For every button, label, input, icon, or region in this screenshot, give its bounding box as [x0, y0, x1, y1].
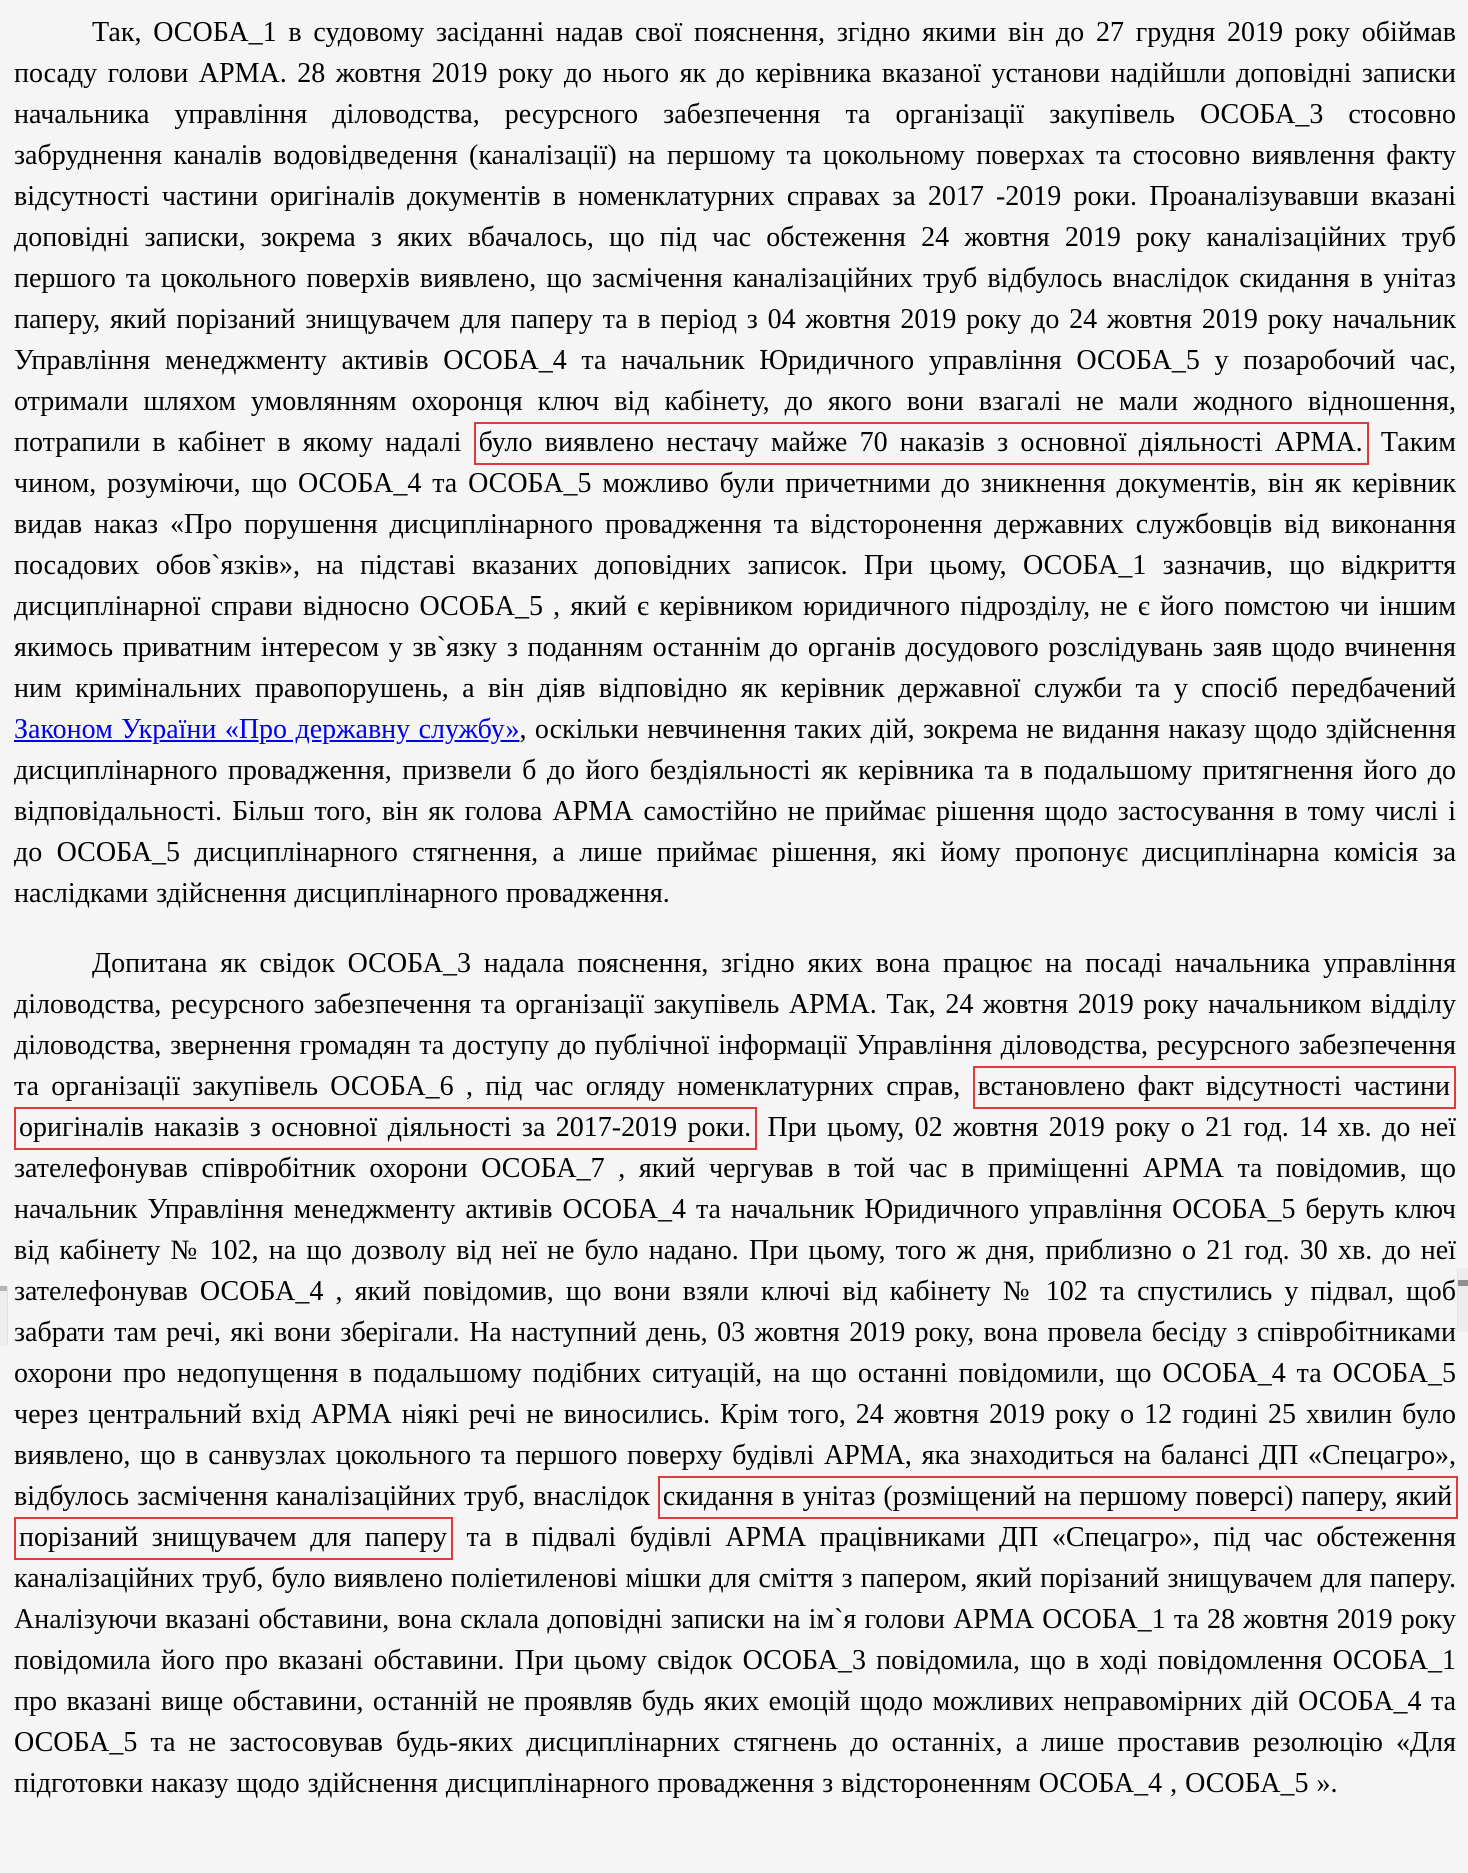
- scrollbar-fragment-left[interactable]: [0, 1286, 8, 1346]
- red-annotation-box: було виявлено нестачу майже 70 наказів з основної діяльності АРМА.: [474, 422, 1369, 465]
- red-annotation-box: скидання в унітаз (розміщений на першому поверсі) паперу, який порізаний знищувачем для паперу: [14, 1476, 1458, 1560]
- text-segment: Допитана як свідок ОСОБА_3 надала пояснення, згідно яких вона працює на посаді начальника управління діловодства, ресурсного забезпечення та організації закупівель АРМА. Так, 24 жовтня 2019 року начальником відділу діловодства, звернення громадян та доступу до публічної інформації Управління діловодства, ресурсного забезпечення та організації закупівель ОСОБА_6 , під час огляду номенклатурних справ,: [14, 948, 1456, 1102]
- text-segment: При цьому, 02 жовтня 2019 року о 21 год. 14 хв. до неї зателефонував співробітник охорони ОСОБА_7 , який чергував в той час в приміщенні АРМА та повідомив, що начальник Управління менеджменту активів ОСОБА_4 та начальник Юридичного управління ОСОБА_5 беруть ключ від кабінету № 102, на що дозволу від неї не було надано. При цьому, того ж дня, приблизно о 21 год. 30 хв. до неї зателефонував ОСОБА_4 , який повідомив, що вони взяли ключі від кабінету № 102 та спустились у підвал, щоб забрати там речі, які вони зберігали. На наступний день, 03 жовтня 2019 року, вона провела бесіду з співробітниками охорони про недопущення в подальшому подібних ситуацій, на що останні повідомили, що ОСОБА_4 та ОСОБА_5 через центральний вхід АРМА ніякі речі не виносились. Крім того, 24 жовтня 2019 року о 12 годині 25 хвилин було виявлено, що в санвузлах цокольного та першого поверху будівлі АРМА, яка знаходиться на балансі ДП «Спецагро», відбулось засмічення каналізаційних труб, внаслідок: [14, 1112, 1456, 1512]
- paragraph-witness-person3: [14, 943, 1456, 1804]
- red-annotation-box: встановлено факт відсутності частини оригіналів наказів з основної діяльності за 2017-2019 роки.: [14, 1066, 1456, 1150]
- paragraph-witness-person1: [14, 12, 1456, 914]
- scrollbar-thumb-edge: [1458, 1280, 1468, 1286]
- text-segment: Таким чином, розуміючи, що ОСОБА_4 та ОСОБА_5 можливо були причетними до зникнення документів, він як керівник видав наказ «Про порушення дисциплінарного провадження та відсторонення державних службовців від виконання посадових обов`язків», на підставі вказаних доповідних записок. При цьому, ОСОБА_1 зазначив, що відкриття дисциплінарної справи відносно ОСОБА_5 , який є керівником юридичного підрозділу, не є його помстою чи іншим якимось приватним інтересом у зв`язку з поданням останнім до органів досудового розслідувань заяв щодо вчинення ним кримінальних правопорушень, а він діяв відповідно як керівник державної служби та у спосіб передбачений: [14, 427, 1457, 704]
- law-reference-link[interactable]: Законом України «Про державну службу»: [14, 714, 520, 745]
- scrollbar-fragment-right[interactable]: [1457, 1268, 1468, 1332]
- text-segment: , оскільки невчинення таких дій, зокрема не видання наказу щодо здійснення дисциплінарного провадження, призвели б до його бездіяльності як керівника та в подальшому притягнення його до відповідальності. Більш того, він як голова АРМА самостійно не приймає рішення щодо застосування в тому числі і до ОСОБА_5 дисциплінарного стягнення, а лише приймає рішення, які йому пропонує дисциплінарна комісія за наслідками здійснення дисциплінарного провадження.: [14, 714, 1456, 909]
- text-segment: Так, ОСОБА_1 в судовому засіданні надав свої пояснення, згідно якими він до 27 грудня 2019 року обіймав посаду голови АРМА. 28 жовтня 2019 року до нього як до керівника вказаної установи надійшли доповідні записки начальника управління діловодства, ресурсного забезпечення та організації закупівель ОСОБА_3 стосовно забруднення каналів водовідведення (каналізації) на першому та цокольному поверхах та стосовно виявлення факту відсутності частини оригіналів документів в номенклатурних справах за 2017 -2019 роки. Проаналізувавши вказані доповідні записки, зокрема з яких вбачалось, що під час обстеження 24 жовтня 2019 року каналізаційних труб першого та цокольного поверхів виявлено, що засмічення каналізаційних труб відбулось внаслідок скидання в унітаз паперу, який порізаний знищувачем для паперу та в період з 04 жовтня 2019 року до 24 жовтня 2019 року начальник Управління менеджменту активів ОСОБА_4 та начальник Юридичного управління ОСОБА_5 у позаробочий час, отримали шляхом умовлянням охоронця ключ від кабінету, до якого вони взагалі не мали жодного відношення, потрапили в кабінет в якому надалі: [14, 17, 1456, 458]
- scrollbar-thumb-edge: [0, 1286, 7, 1291]
- text-segment: та в підвалі будівлі АРМА працівниками ДП «Спецагро», під час обстеження каналізаційних труб, було виявлено поліетиленові мішки для сміття з папером, який порізаний знищувачем для паперу. Аналізуючи вказані обставини, вона склала доповідні записки на ім`я голови АРМА ОСОБА_1 та 28 жовтня 2019 року повідомила його про вказані обставини. При цьому свідок ОСОБА_3 повідомила, що в ході повідомлення ОСОБА_1 про вказані вище обставини, останній не проявляв будь яких емоцій щодо можливих неправомірних дій ОСОБА_4 та ОСОБА_5 та не застосовував будь-яких дисциплінарних стягнень до останніх, а лише проставив резолюцію «Для підготовки наказу щодо здійснення дисциплінарного провадження з відстороненням ОСОБА_4 , ОСОБА_5 ».: [14, 1522, 1456, 1799]
